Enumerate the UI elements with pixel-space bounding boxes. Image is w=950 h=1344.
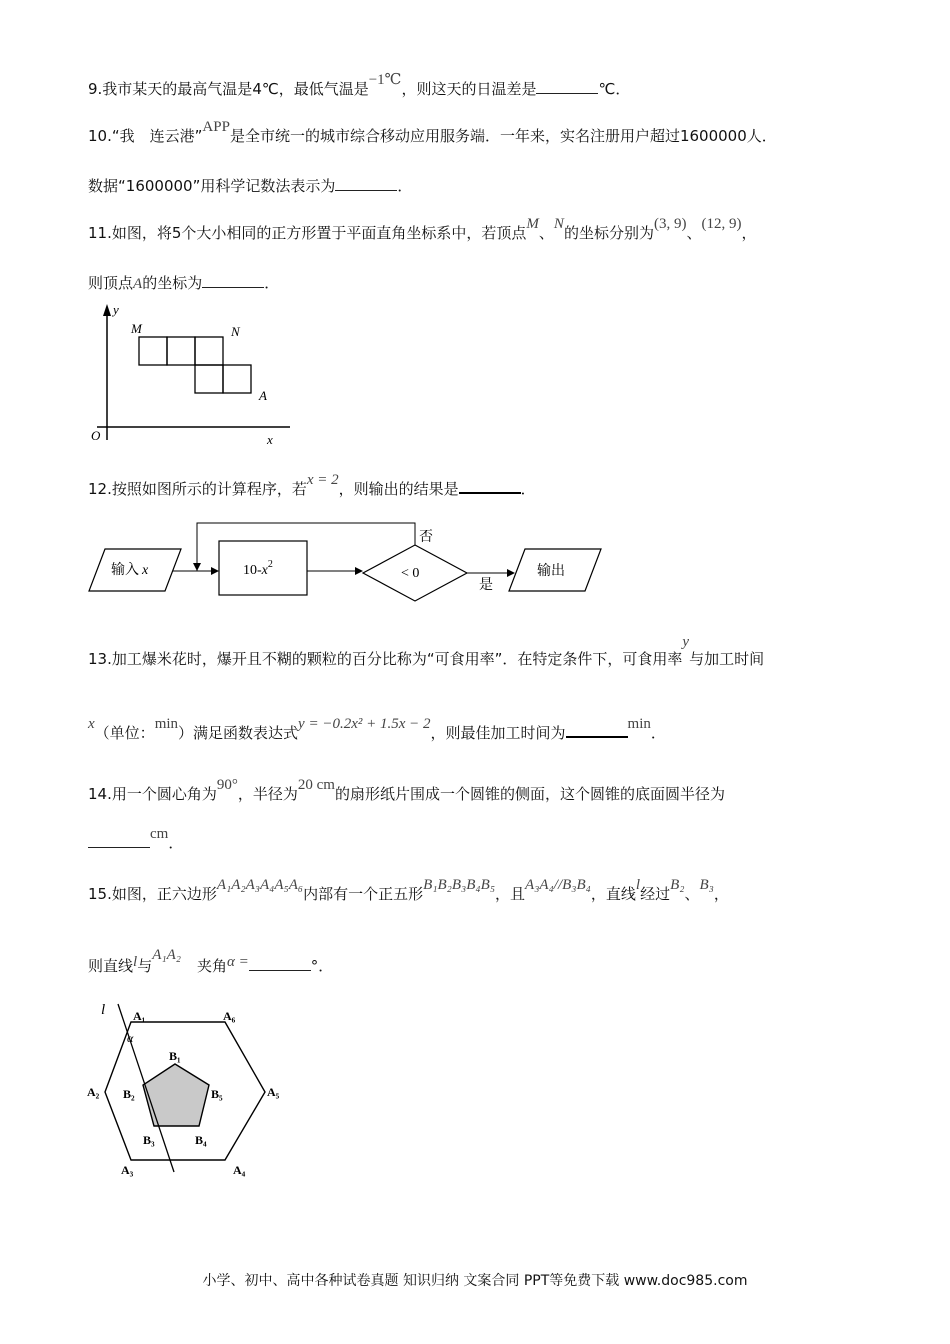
y-axis-label: y [113, 302, 119, 317]
input-label: 输入 x [111, 563, 149, 578]
answer-blank[interactable] [536, 79, 598, 94]
math-minus-1c: −1℃ [368, 72, 402, 88]
label-a4: A₄ [233, 1163, 246, 1177]
condition-label: < 0 [401, 566, 420, 581]
calculation-flowchart [85, 515, 610, 605]
point-n-label: N [231, 324, 240, 339]
process-label: $10-x^2$ [243, 559, 273, 578]
alpha-label: α [127, 1031, 134, 1045]
point-m-label: M [131, 321, 142, 336]
square-3 [195, 337, 223, 365]
origin-label: O [91, 428, 101, 443]
answer-blank[interactable] [88, 833, 150, 848]
square-2 [167, 337, 195, 365]
function-formula: y = −0.2x² + 1.5x − 2 [298, 716, 431, 732]
question-14: 14.用一个圆心角为90°，半径为20 cm的扇形纸片围成一个圆锥的侧面，这个圆锥的底面圆半径为 [88, 777, 725, 803]
hexagon-pentagon-figure [85, 1000, 290, 1180]
no-label: 否 [419, 530, 433, 545]
answer-blank[interactable] [566, 722, 628, 738]
label-b1: B₁ [169, 1049, 181, 1063]
label-a3: A₃ [121, 1163, 134, 1177]
line-l-label: l [101, 1002, 106, 1018]
label-a1: A₁ [133, 1009, 146, 1023]
question-10: 10.“我 连云港”APP是全市统一的城市综合移动应用服务端．一年来，实名注册用户超过1600000人． [88, 119, 777, 145]
square-1 [139, 337, 167, 365]
answer-blank[interactable] [335, 176, 397, 191]
label-b2: B₂ [123, 1087, 135, 1101]
question-9: 9.我市某天的最高气温是4℃，最低气温是−1℃，则这天的日温差是 ℃． [88, 72, 631, 98]
question-15-line2: 则直线l与A₁A₂夹角α = °． [88, 947, 334, 975]
question-13-line2: x（单位：min）满足函数表达式y = −0.2x² + 1.5x − 2，则最佳加工时间为 min． [88, 716, 666, 742]
pentagon [143, 1064, 209, 1126]
label-a6: A₆ [223, 1009, 236, 1023]
page-footer: 小学、初中、高中各种试卷真题 知识归纳 文案合同 PPT等免费下载 www.doc985.com [202, 1273, 748, 1289]
math-app: APP [202, 119, 230, 135]
question-10-line2: 数据“1600000”用科学记数法表示为 ． [88, 177, 413, 195]
question-11: 11.如图，将5个大小相同的正方形置于平面直角坐标系中，若顶点M、N的坐标分别为(3, 9)、(12, 9)， [88, 216, 757, 242]
output-label: 输出 [537, 564, 565, 579]
label-a2: A₂ [87, 1085, 100, 1099]
square-5 [223, 365, 251, 393]
question-15: 15.如图，正六边形A₁A₂A₃A₄A₅A₆内部有一个正五形B₁B₂B₃B₄B₅，且A₃A₄//B₃B₄，直线l经过B₂、B₃， [88, 877, 729, 903]
answer-blank[interactable] [249, 956, 311, 971]
squares-coordinate-figure [85, 300, 295, 450]
x-axis-label: x [267, 432, 273, 447]
question-11-line2: 则顶点A的坐标为 ． [88, 274, 280, 292]
answer-blank[interactable] [202, 273, 264, 288]
question-12: 12.按照如图所示的计算程序，若x = 2，则输出的结果是 ． [88, 472, 536, 498]
label-b4: B₄ [195, 1133, 207, 1147]
yes-label: 是 [479, 578, 493, 593]
point-a-label: A [259, 388, 267, 403]
answer-blank[interactable] [459, 478, 521, 494]
question-14-line2: cm． [88, 832, 183, 853]
label-b3: B₃ [143, 1133, 155, 1147]
square-4 [195, 365, 223, 393]
question-13: 13.加工爆米花时，爆开且不糊的颗粒的百分比称为“可食用率”．在特定条件下，可食用率y与加工时间 [88, 634, 765, 668]
label-a5: A₅ [267, 1085, 280, 1099]
label-b5: B₅ [211, 1087, 223, 1101]
